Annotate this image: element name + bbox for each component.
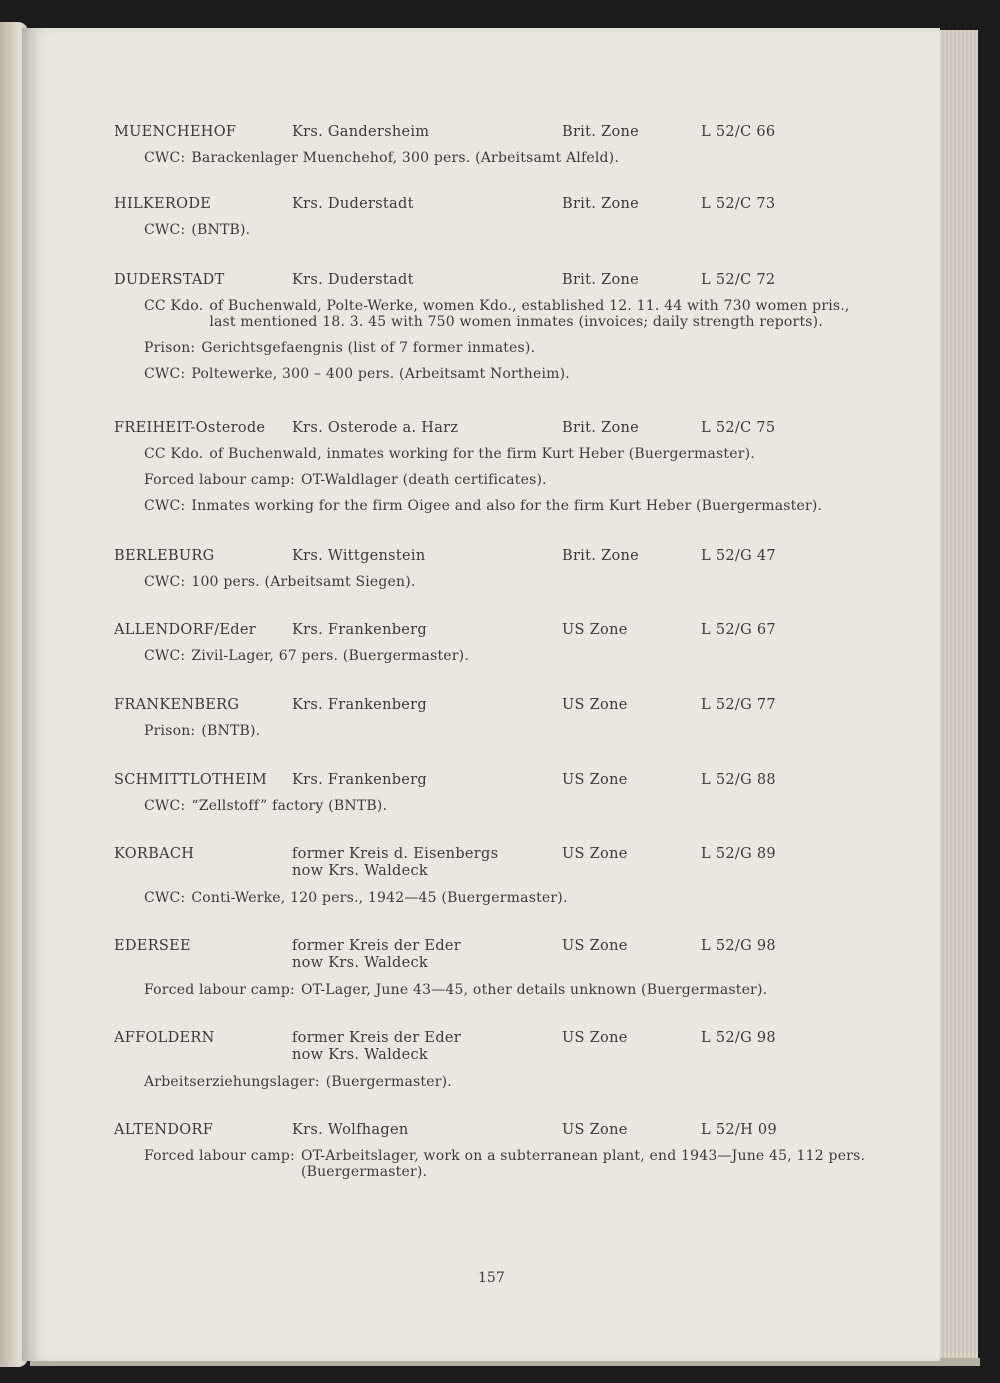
detail-text: Conti-Werke, 120 pers., 1942—45 (Buergermaster). xyxy=(191,890,568,906)
detail-line xyxy=(144,366,874,382)
map-reference: L 52/C 66 xyxy=(701,124,776,140)
detail-text: Barackenlager Muenchehof, 300 pers. (Arbeitsamt Alfeld). xyxy=(191,150,619,166)
detail-line xyxy=(144,1148,882,1180)
entry-berleburg xyxy=(114,548,874,590)
entry-edersee xyxy=(114,938,874,998)
district xyxy=(292,846,498,880)
detail-line xyxy=(144,723,874,739)
place-name: MUENCHEHOF xyxy=(114,124,237,140)
district: Krs. Frankenberg xyxy=(292,697,427,713)
place-name: EDERSEE xyxy=(114,938,191,954)
district-line: now Krs. Waldeck xyxy=(292,863,429,879)
district-line: former Kreis d. Eisenbergs xyxy=(292,846,499,862)
detail-line xyxy=(144,498,874,514)
entry-altendorf xyxy=(114,1122,874,1180)
district: Krs. Duderstadt xyxy=(292,196,414,212)
detail-line xyxy=(144,298,874,330)
detail-text: “Zellstoff” factory (BNTB). xyxy=(191,798,388,814)
detail-line xyxy=(144,150,874,166)
place-name: KORBACH xyxy=(114,846,195,862)
zone: US Zone xyxy=(562,938,628,954)
district: Krs. Duderstadt xyxy=(292,272,414,288)
detail-label: CWC: xyxy=(144,222,186,238)
entry-korbach xyxy=(114,846,874,906)
place-name: BERLEBURG xyxy=(114,548,215,564)
place-name: FRANKENBERG xyxy=(114,697,240,713)
detail-label: CWC: xyxy=(144,150,186,166)
place-name: ALTENDORF xyxy=(114,1122,214,1138)
detail-label: CWC: xyxy=(144,798,186,814)
place-name: HILKERODE xyxy=(114,196,212,212)
map-reference: L 52/C 75 xyxy=(701,420,776,436)
detail-label: CC Kdo. xyxy=(144,446,204,462)
detail-label: Prison: xyxy=(144,340,196,356)
entry-muenchehof xyxy=(114,124,874,166)
place-name: AFFOLDERN xyxy=(114,1030,215,1046)
detail-line xyxy=(144,1074,874,1090)
detail-text: Inmates working for the firm Oigee and also for the firm Kurt Heber (Buergermaster). xyxy=(191,498,823,514)
zone: US Zone xyxy=(562,697,628,713)
detail-text: 100 pers. (Arbeitsamt Siegen). xyxy=(191,574,416,590)
detail-text: Zivil-Lager, 67 pers. (Buergermaster). xyxy=(191,648,469,664)
district: Krs. Frankenberg xyxy=(292,622,427,638)
detail-text: Poltewerke, 300 – 400 pers. (Arbeitsamt Northeim). xyxy=(191,366,570,382)
district-line: now Krs. Waldeck xyxy=(292,1047,429,1063)
detail-line xyxy=(144,222,874,238)
district xyxy=(292,1030,461,1064)
map-reference: L 52/G 47 xyxy=(701,548,776,564)
map-reference: L 52/G 89 xyxy=(701,846,776,862)
detail-label: Forced labour camp: xyxy=(144,472,295,488)
map-reference: L 52/G 98 xyxy=(701,938,776,954)
place-name: SCHMITTLOTHEIM xyxy=(114,772,268,788)
detail-line xyxy=(144,446,874,462)
detail-label: Prison: xyxy=(144,723,196,739)
entry-schmittlotheim xyxy=(114,772,874,814)
map-reference: L 52/G 98 xyxy=(701,1030,776,1046)
detail-text: of Buchenwald, Polte-Werke, women Kdo., established 12. 11. 44 with 730 women pris., last mentioned 18. 3. 45 with 750 women inmates (invoices; daily strength reports). xyxy=(209,298,850,330)
entry-freiheit-osterode xyxy=(114,420,874,514)
book-page xyxy=(22,28,940,1361)
district-line: now Krs. Waldeck xyxy=(292,955,429,971)
entry-duderstadt xyxy=(114,272,874,382)
detail-text: Gerichtsgefaengnis (list of 7 former inmates). xyxy=(201,340,536,356)
entry-frankenberg xyxy=(114,697,874,739)
district-line: former Kreis der Eder xyxy=(292,938,462,954)
zone: US Zone xyxy=(562,622,628,638)
district: Krs. Frankenberg xyxy=(292,772,427,788)
detail-line xyxy=(144,340,874,356)
detail-line xyxy=(144,472,874,488)
detail-text: (Buergermaster). xyxy=(325,1074,452,1090)
zone: Brit. Zone xyxy=(562,196,639,212)
map-reference: L 52/H 09 xyxy=(701,1122,777,1138)
zone: US Zone xyxy=(562,1122,628,1138)
detail-label: Forced labour camp: xyxy=(144,982,295,998)
zone: Brit. Zone xyxy=(562,420,639,436)
detail-label: CC Kdo. xyxy=(144,298,204,314)
page-number: 157 xyxy=(478,1270,505,1286)
zone: Brit. Zone xyxy=(562,272,639,288)
district xyxy=(292,938,461,972)
map-reference: L 52/G 88 xyxy=(701,772,776,788)
entry-allendorf xyxy=(114,622,874,664)
detail-label: CWC: xyxy=(144,366,186,382)
district: Krs. Gandersheim xyxy=(292,124,430,140)
detail-line xyxy=(144,890,874,906)
entry-affoldern xyxy=(114,1030,874,1090)
detail-line xyxy=(144,648,874,664)
detail-label: Arbeitserziehungslager: xyxy=(144,1074,320,1090)
district: Krs. Wolfhagen xyxy=(292,1122,409,1138)
detail-label: CWC: xyxy=(144,648,186,664)
zone: US Zone xyxy=(562,772,628,788)
district: Krs. Osterode a. Harz xyxy=(292,420,459,436)
detail-text: OT-Lager, June 43—45, other details unknown (Buergermaster). xyxy=(300,982,768,998)
detail-line xyxy=(144,798,874,814)
detail-label: Forced labour camp: xyxy=(144,1148,295,1164)
detail-line xyxy=(144,982,874,998)
detail-label: CWC: xyxy=(144,890,186,906)
detail-text: (BNTB). xyxy=(191,222,251,238)
detail-text: (BNTB). xyxy=(201,723,261,739)
detail-text: of Buchenwald, inmates working for the firm Kurt Heber (Buergermaster). xyxy=(209,446,755,462)
map-reference: L 52/G 67 xyxy=(701,622,776,638)
place-name: ALLENDORF/Eder xyxy=(114,622,256,638)
map-reference: L 52/C 72 xyxy=(701,272,776,288)
entry-hilkerode xyxy=(114,196,874,238)
map-reference: L 52/G 77 xyxy=(701,697,776,713)
district-line: former Kreis der Eder xyxy=(292,1030,462,1046)
place-name: FREIHEIT-Osterode xyxy=(114,420,266,436)
zone: Brit. Zone xyxy=(562,548,639,564)
place-name: DUDERSTADT xyxy=(114,272,225,288)
zone: US Zone xyxy=(562,846,628,862)
detail-text: OT-Waldlager (death certificates). xyxy=(300,472,547,488)
detail-line xyxy=(144,574,874,590)
zone: Brit. Zone xyxy=(562,124,639,140)
map-reference: L 52/C 73 xyxy=(701,196,776,212)
detail-text: OT-Arbeitslager, work on a subterranean plant, end 1943—June 45, 112 pers. (Buergermaster). xyxy=(300,1148,866,1180)
detail-label: CWC: xyxy=(144,574,186,590)
detail-label: CWC: xyxy=(144,498,186,514)
district: Krs. Wittgenstein xyxy=(292,548,426,564)
zone: US Zone xyxy=(562,1030,628,1046)
